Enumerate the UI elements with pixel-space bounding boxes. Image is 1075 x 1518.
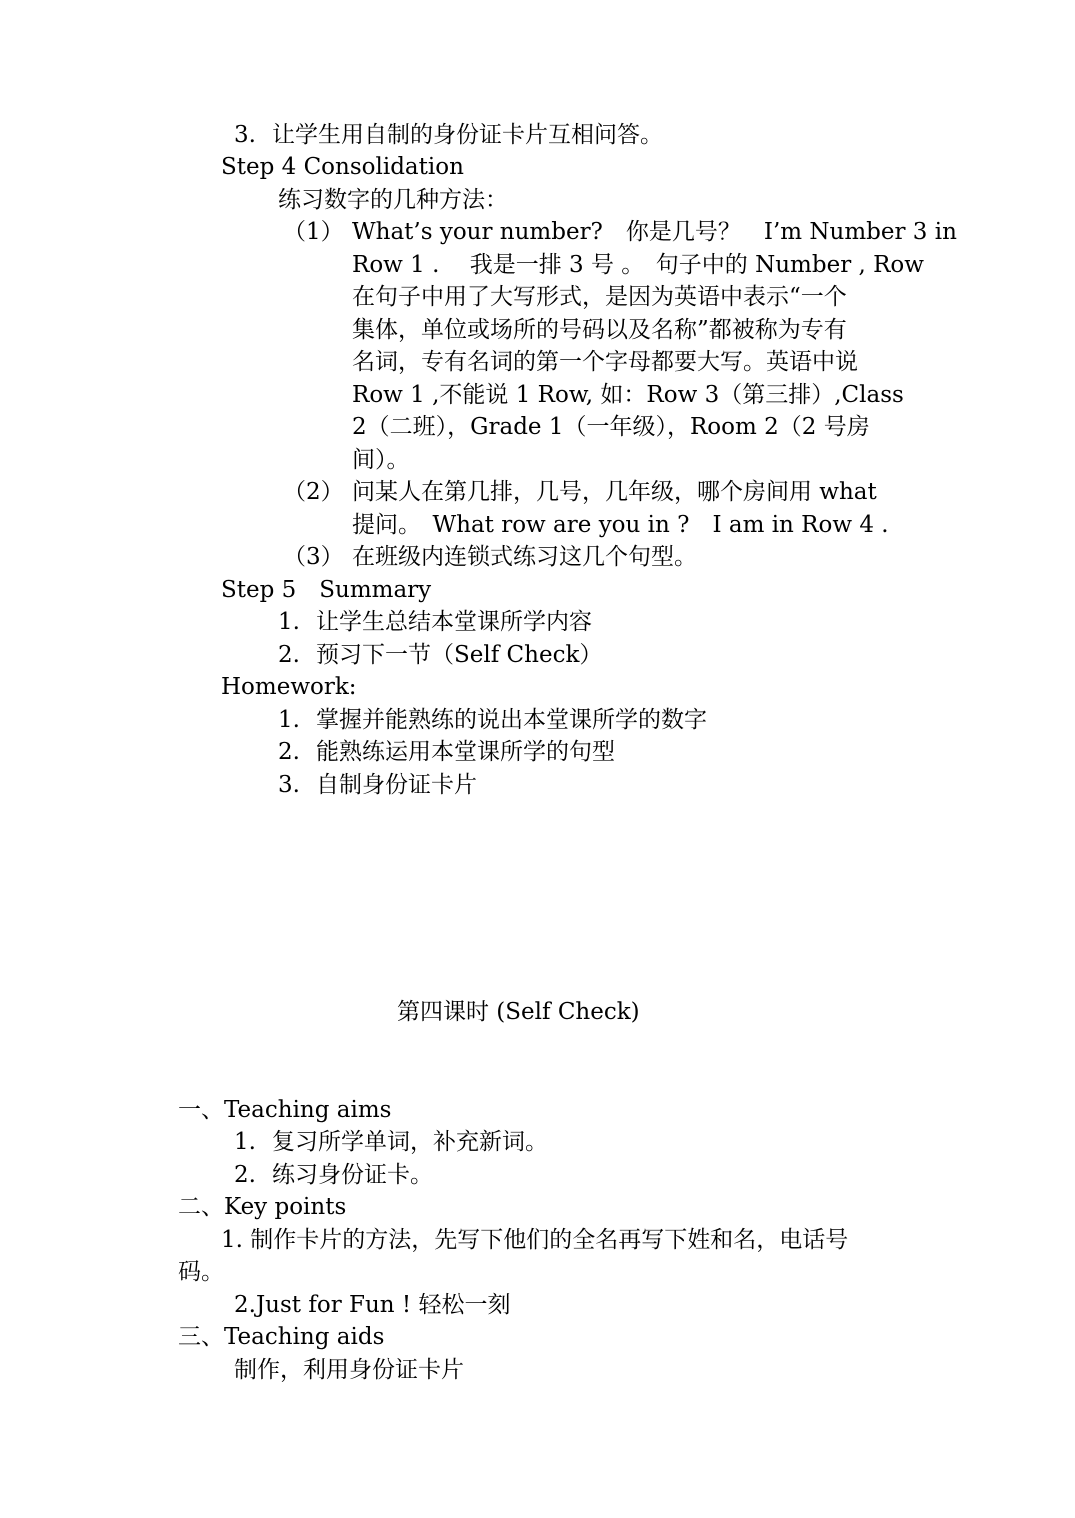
point-line: 集体，单位或场所的号码以及名称”都被称为专有 xyxy=(352,317,847,343)
point-line: Row 1 ,不能说 1 Row, 如：Row 3（第三排）,Class xyxy=(352,382,904,408)
list-text: 能熟练运用本堂课所学的句型 xyxy=(316,739,615,765)
step4-intro: 练习数字的几种方法： xyxy=(278,187,508,213)
point-number: （2） xyxy=(283,479,344,505)
point-number: （1） xyxy=(283,219,344,245)
list-number: 2. xyxy=(278,642,300,668)
list-number: 1. xyxy=(278,609,300,635)
paragraph-line: 2.Just for Fun ! 轻松一刻 xyxy=(234,1292,511,1318)
list-text: 练习身份证卡。 xyxy=(272,1162,433,1188)
list-number: 2. xyxy=(234,1162,256,1188)
paragraph-line: 码。 xyxy=(178,1259,224,1285)
section-title: 三、Teaching aids xyxy=(178,1324,385,1350)
point-line: What’s your number? 你是几号？ I’m Number 3 in xyxy=(352,219,957,245)
page-title: 第四课时 (Self Check) xyxy=(397,999,640,1025)
point-line: 在句子中用了大写形式，是因为英语中表示“一个 xyxy=(352,284,847,310)
step5-title: Step 5 Summary xyxy=(221,577,432,603)
section-title: 二、Key points xyxy=(178,1194,347,1220)
section-title: 一、Teaching aims xyxy=(178,1097,392,1123)
point-number: （3） xyxy=(283,544,344,570)
list-text: 让学生总结本堂课所学内容 xyxy=(316,609,592,635)
list-text: 掌握并能熟练的说出本堂课所学的数字 xyxy=(316,707,707,733)
list-text: 复习所学单词，补充新词。 xyxy=(272,1129,548,1155)
paragraph-line: 1. 制作卡片的方法，先写下他们的全名再写下姓和名，电话号 xyxy=(221,1227,849,1253)
paragraph-line: 制作，利用身份证卡片 xyxy=(234,1357,464,1383)
list-text: 让学生用自制的身份证卡片互相问答。 xyxy=(272,122,663,148)
list-number: 1. xyxy=(234,1129,256,1155)
point-line: 问某人在第几排，几号，几年级，哪个房间用 what xyxy=(352,479,877,505)
point-line: 名词，专有名词的第一个字母都要大写。英语中说 xyxy=(352,349,858,375)
step4-title: Step 4 Consolidation xyxy=(221,154,464,180)
list-number: 3. xyxy=(278,772,300,798)
point-line: 在班级内连锁式练习这几个句型。 xyxy=(352,544,697,570)
list-number: 1. xyxy=(278,707,300,733)
list-number: 3. xyxy=(234,122,256,148)
point-line: 2（二班），Grade 1（一年级），Room 2（2 号房 xyxy=(352,414,870,440)
point-line: Row 1 . 我是一排 3 号 。 句子中的 Number , Row xyxy=(352,252,924,278)
list-text: 自制身份证卡片 xyxy=(316,772,477,798)
point-line: 提问。 What row are you in ? I am in Row 4 . xyxy=(352,512,889,538)
list-number: 2. xyxy=(278,739,300,765)
homework-title: Homework: xyxy=(221,674,357,700)
list-text: 预习下一节（Self Check） xyxy=(316,642,603,668)
point-line: 间）。 xyxy=(352,447,410,473)
